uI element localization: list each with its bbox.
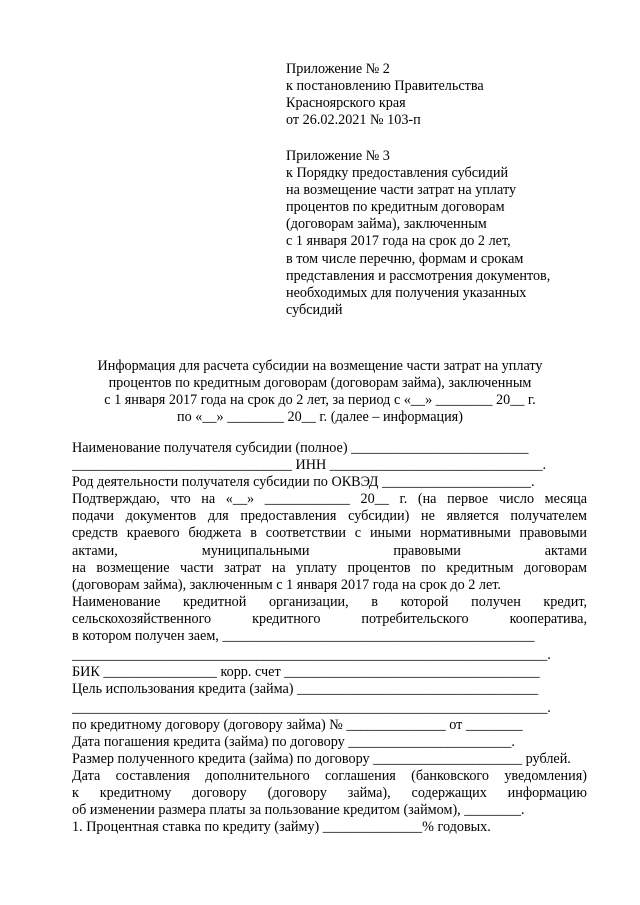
confirmation-line: на возмещение части затрат на уплату процентов по кредитным договорам xyxy=(72,559,587,576)
credit-organization-line: в котором получен заем, ____________________________________________ xyxy=(72,628,535,645)
title-line: по «__» ________ 20__ г. (далее – информация) xyxy=(177,409,463,426)
credit-organization-line: Наименование кредитной организации, в которой получен кредит, xyxy=(72,593,587,610)
title-line: с 1 января 2017 года на срок до 2 лет, за период с «__» ________ 20__ г. xyxy=(104,392,536,409)
confirmation-line: подачи документов для предоставления субсидии) не является получателем xyxy=(72,508,587,525)
annex-2-line: Приложение № 2 xyxy=(286,61,390,77)
credit-purpose-line: Цель использования кредита (займа) __________________________________ xyxy=(72,680,539,697)
annex-3-line: в том числе перечню, формам и срокам xyxy=(286,250,524,267)
annex-2-line: к постановлению Правительства xyxy=(286,78,484,95)
inn-line: _______________________________ ИНН ______________________________. xyxy=(72,457,547,474)
annex-3-line: субсидий xyxy=(286,301,343,318)
blank-line: ___________________________________________________________________. xyxy=(72,646,551,663)
annex-2-line: Красноярского края xyxy=(286,95,406,112)
supplementary-agreement-line: Дата составления дополнительного соглашения (банковского уведомления) xyxy=(72,767,587,784)
confirmation-line: Подтверждаю, что на «__» ____________ 20__ г. (на первое число месяца xyxy=(72,491,587,508)
recipient-name-line: Наименование получателя субсидии (полное) _________________________ xyxy=(72,440,529,456)
confirmation-line: средств краевого бюджета в соответствии с иными нормативными правовыми xyxy=(72,525,587,542)
annex-2-line: от 26.02.2021 № 103-п xyxy=(286,112,421,129)
annex-3-line: с 1 января 2017 года на срок до 2 лет, xyxy=(286,233,511,250)
annex-3-line: представления и рассмотрения документов, xyxy=(286,267,551,284)
annex-3-line: Приложение № 3 xyxy=(286,148,390,164)
annex-3-line: процентов по кредитным договорам xyxy=(286,199,505,216)
title-line: процентов по кредитным договорам (договорам займа), заключенным xyxy=(108,375,532,392)
blank-line: ___________________________________________________________________. xyxy=(72,699,551,716)
document-title xyxy=(70,358,570,426)
annex-3-line: к Порядку предоставления субсидий xyxy=(286,165,509,182)
credit-organization-line: сельскохозяйственного кредитного потребительского кооператива, xyxy=(72,610,587,627)
credit-amount-line: Размер полученного кредита (займа) по договору _____________________ рублей. xyxy=(72,750,571,767)
annex-2-header xyxy=(286,61,586,129)
confirmation-line: актами, муниципальными правовыми актами xyxy=(72,542,587,559)
annex-3-line: (договорам займа), заключенным xyxy=(286,216,487,233)
supplementary-agreement-line: к кредитному договору (договору займа), содержащих информацию xyxy=(72,785,587,802)
okved-line: Род деятельности получателя субсидии по ОКВЭД _____________________. xyxy=(72,474,535,491)
interest-rate-line: 1. Процентная ставка по кредиту (займу) ______________% годовых. xyxy=(72,819,491,836)
repayment-date-line: Дата погашения кредита (займа) по договору _______________________. xyxy=(72,733,515,750)
annex-3-line: на возмещение части затрат на уплату xyxy=(286,182,517,199)
title-line: Информация для расчета субсидии на возмещение части затрат на уплату xyxy=(97,358,543,374)
form-body xyxy=(72,440,587,836)
contract-number-line: по кредитному договору (договору займа) № ______________ от ________ xyxy=(72,716,523,733)
annex-3-header xyxy=(286,148,586,319)
confirmation-line: (договорам займа), заключенным с 1 января 2017 года на срок до 2 лет. xyxy=(72,576,501,593)
annex-3-line: необходимых для получения указанных xyxy=(286,284,527,301)
bik-line: БИК ________________ корр. счет ____________________________________ xyxy=(72,663,540,680)
supplementary-agreement-line: об изменении размера платы за пользование кредитом (займом), ________. xyxy=(72,802,525,819)
